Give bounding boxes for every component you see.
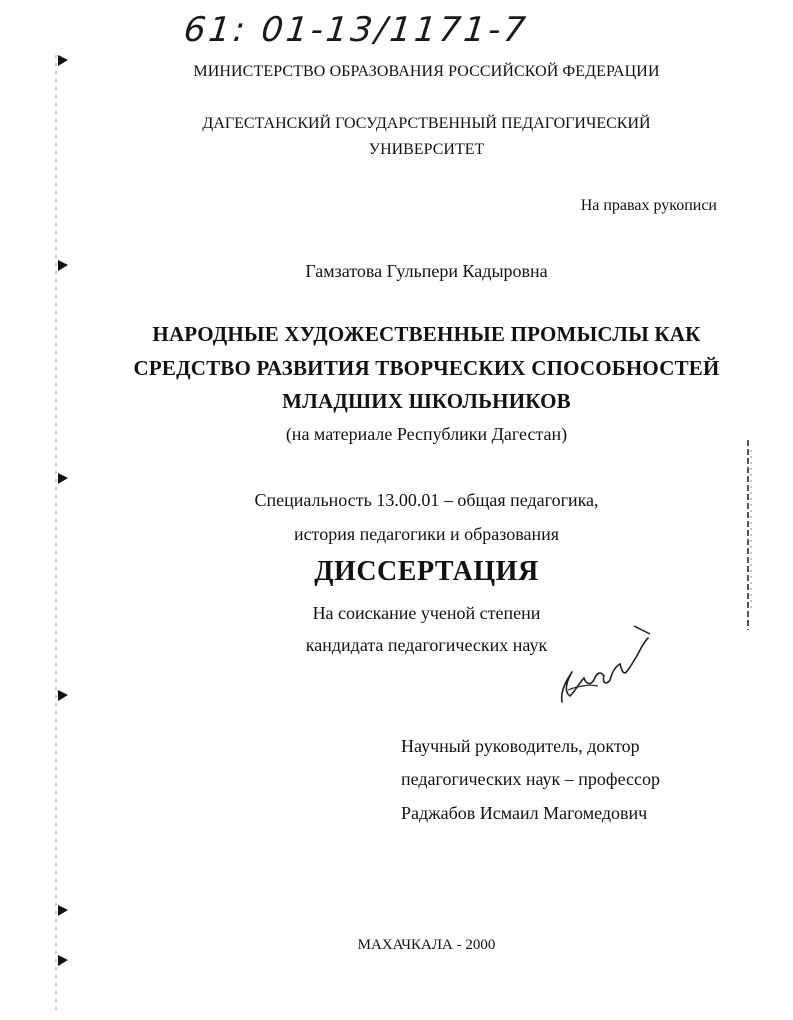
ministry-heading: МИНИСТЕРСТВО ОБРАЗОВАНИЯ РОССИЙСКОЙ ФЕДЕРАЦИИ [193, 63, 660, 80]
specialty-line2: история педагогики и образования [293, 524, 560, 544]
supervisor-line1: Научный руководитель, доктор [401, 736, 640, 756]
supervisor-line2: педагогических наук – профессор [401, 769, 661, 789]
title-line3: МЛАДШИХ ШКОЛЬНИКОВ [282, 389, 571, 413]
degree-line1: На соискание ученой степени [312, 603, 541, 623]
university-name-line1: ДАГЕСТАНСКИЙ ГОСУДАРСТВЕННЫЙ ПЕДАГОГИЧЕСКИЙ [202, 115, 651, 132]
specialty-line1: Специальность 13.00.01 – общая педагогика, [254, 490, 599, 510]
manuscript-rights-note: На правах рукописи [580, 197, 717, 214]
city-year: МАХАЧКАЛА - 2000 [357, 937, 496, 953]
university-name-line2: УНИВЕРСИТЕТ [368, 141, 485, 158]
supervisor-name: Раджабов Исмаил Магомедович [401, 803, 648, 823]
document-type-heading: ДИССЕРТАЦИЯ [314, 556, 539, 587]
title-line1: НАРОДНЫЕ ХУДОЖЕСТВЕННЫЕ ПРОМЫСЛЫ КАК [152, 322, 701, 346]
author-name: Гамзатова Гульпери Кадыровна [305, 261, 548, 281]
handwritten-signature [550, 620, 660, 710]
title-line2: СРЕДСТВО РАЗВИТИЯ ТВОРЧЕСКИХ СПОСОБНОСТЕЙ [133, 356, 720, 380]
degree-line2: кандидата педагогических наук [305, 635, 548, 655]
title-subtitle: (на материале Республики Дагестан) [285, 424, 568, 444]
archive-code: 61: 01-13/1171-7 [181, 10, 531, 50]
